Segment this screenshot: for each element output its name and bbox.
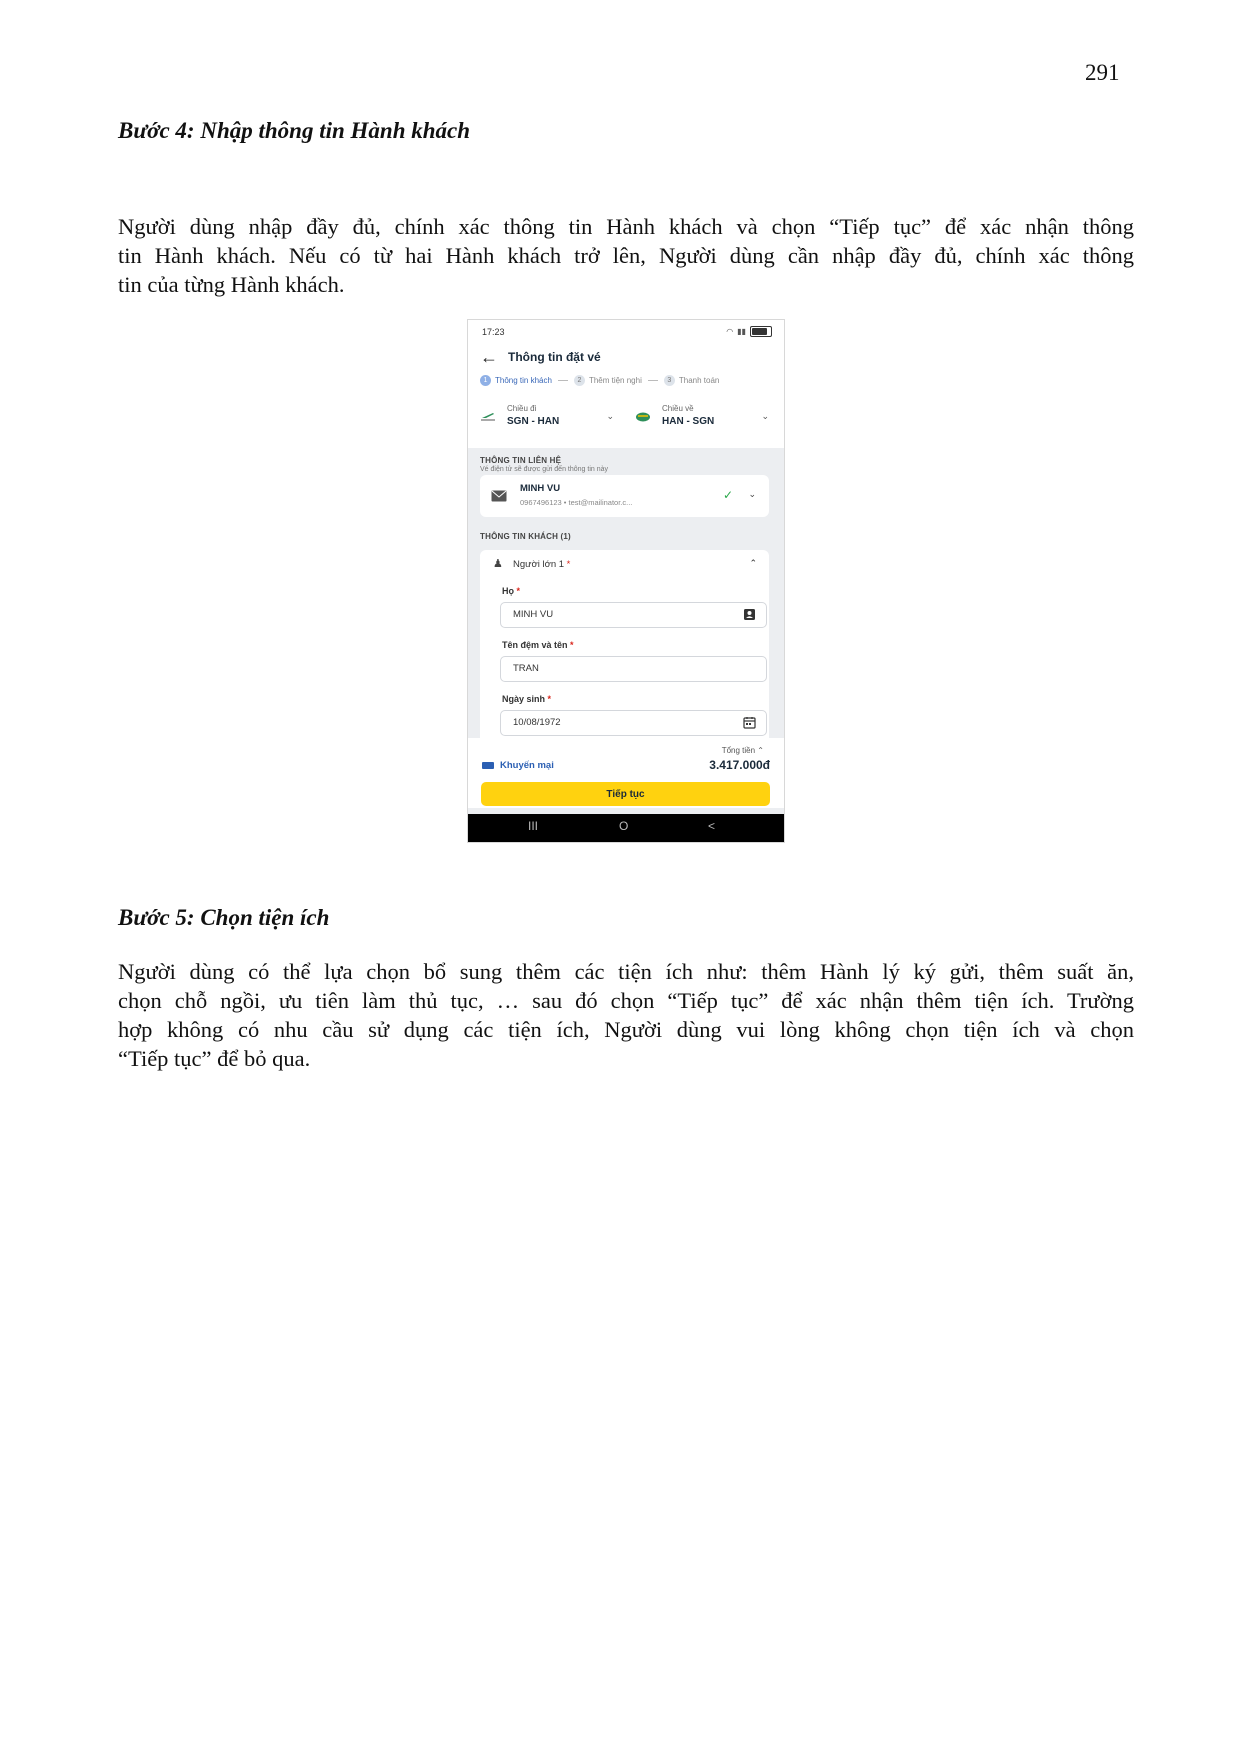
outbound-caption: Chiều đi: [507, 404, 537, 413]
surname-value: MINH VU: [513, 609, 554, 620]
ticket-icon: [482, 762, 494, 769]
status-bar: [482, 326, 772, 340]
birthdate-value: 10/08/1972: [513, 717, 561, 728]
chevron-up-icon: ⌃: [749, 558, 757, 568]
contact-card[interactable]: [480, 475, 769, 517]
step-label: Thêm tiện nghi: [588, 376, 642, 385]
wifi-icon: ◠: [726, 327, 734, 336]
home-icon[interactable]: O: [619, 819, 629, 833]
system-nav-bar: [468, 814, 784, 842]
back-icon[interactable]: <: [708, 819, 716, 833]
step-number: 1: [480, 375, 491, 386]
plane-landing-icon: [635, 410, 651, 422]
outbound-route[interactable]: [480, 400, 620, 434]
continue-button[interactable]: Tiếp tục: [481, 782, 770, 806]
recent-apps-icon[interactable]: III: [528, 819, 539, 833]
battery-icon: [750, 326, 772, 337]
step5-line: “Tiếp tục” để bỏ qua.: [118, 1046, 311, 1071]
birthdate-label: Ngày sinh *: [502, 694, 552, 704]
step5-heading: Bước 5: Chọn tiện ích: [118, 905, 330, 930]
step4-line: tin của từng Hành khách.: [118, 272, 345, 297]
return-value: HAN - SGN: [662, 416, 715, 427]
passenger-card: [480, 550, 769, 760]
step5-line: Người dùng có thể lựa chọn bổ sung thêm các tiện ích như: thêm Hành lý ký gửi, thêm suất ăn,: [118, 959, 1134, 984]
calendar-icon[interactable]: [743, 716, 756, 729]
step-number: 2: [574, 375, 585, 386]
chevron-up-icon: ⌃: [757, 746, 764, 755]
step5-paragraph: [118, 957, 1134, 1073]
mail-icon: [491, 490, 507, 502]
given-name-label: Tên đệm và tên *: [502, 640, 574, 650]
total-value: 3.417.000đ: [709, 758, 770, 772]
passenger-header[interactable]: [491, 557, 759, 575]
status-time: 17:23: [482, 327, 505, 337]
given-name-field[interactable]: [500, 656, 767, 682]
step-divider: [558, 380, 568, 381]
return-caption: Chiều về: [662, 404, 694, 413]
back-arrow-icon[interactable]: ←: [480, 347, 498, 367]
given-name-value: TRAN: [513, 663, 539, 674]
booking-header: [468, 320, 784, 448]
passenger-label: Người lớn 1 *: [513, 559, 571, 570]
nav-bar: [480, 348, 601, 366]
birthdate-field[interactable]: [500, 710, 767, 736]
return-route[interactable]: [635, 400, 775, 434]
step5-line: chọn chỗ ngồi, ưu tiên làm thủ tục, … sau đó chọn “Tiếp tục” để xác nhận thêm tiện ích. Trường: [118, 988, 1134, 1013]
person-icon: ♟: [493, 558, 503, 570]
contact-section-title: THÔNG TIN LIÊN HỆ: [480, 456, 562, 465]
page-number: 291: [1085, 60, 1120, 85]
surname-label: Họ *: [502, 586, 521, 596]
step-number: 3: [664, 375, 675, 386]
status-icons: [726, 326, 772, 337]
step-divider: [648, 380, 658, 381]
step-label: Thông tin khách: [495, 376, 552, 385]
signal-icon: ▮▮: [737, 327, 746, 336]
surname-field[interactable]: [500, 602, 767, 628]
chevron-down-icon: ⌄: [761, 411, 769, 421]
contact-section-note: Vé điện tử sẽ được gửi đến thông tin này: [480, 466, 609, 473]
step4-line: tin Hành khách. Nếu có từ hai Hành khách trở lên, Người dùng cần nhập đầy đủ, chính xác thông: [118, 243, 1134, 268]
check-icon: ✓: [722, 488, 733, 502]
step4-line: Người dùng nhập đầy đủ, chính xác thông tin Hành khách và chọn “Tiếp tục” để xác nhận thông: [118, 214, 1134, 239]
promo-label: Khuyến mại: [500, 760, 554, 771]
contact-name: MINH VU: [520, 483, 561, 494]
step-label: Thanh toán: [678, 376, 720, 385]
booking-footer: [468, 738, 784, 808]
contact-detail: 0967496123 • test@mailinator.c...: [520, 498, 633, 507]
step4-paragraph: [118, 212, 1134, 299]
route-selector: [480, 400, 780, 434]
plane-takeoff-icon: [480, 410, 496, 422]
screen-title: Thông tin đặt vé: [508, 350, 601, 364]
step5-line: hợp không có nhu cầu sử dụng các tiện ích, Người dùng vui lòng không chọn tiện ích và chọn: [118, 1017, 1134, 1042]
step4-heading: Bước 4: Nhập thông tin Hành khách: [118, 118, 471, 143]
passenger-section-title: THÔNG TIN KHÁCH (1): [480, 532, 571, 541]
chevron-down-icon: ⌄: [748, 489, 756, 499]
total-label[interactable]: Tổng tiền ⌃: [721, 746, 764, 755]
outbound-value: SGN - HAN: [507, 416, 560, 427]
booking-screenshot: [468, 320, 784, 842]
progress-steps: [480, 375, 719, 386]
contact-book-icon[interactable]: [743, 608, 756, 621]
promo-link[interactable]: [482, 760, 554, 771]
chevron-down-icon: ⌄: [606, 411, 614, 421]
